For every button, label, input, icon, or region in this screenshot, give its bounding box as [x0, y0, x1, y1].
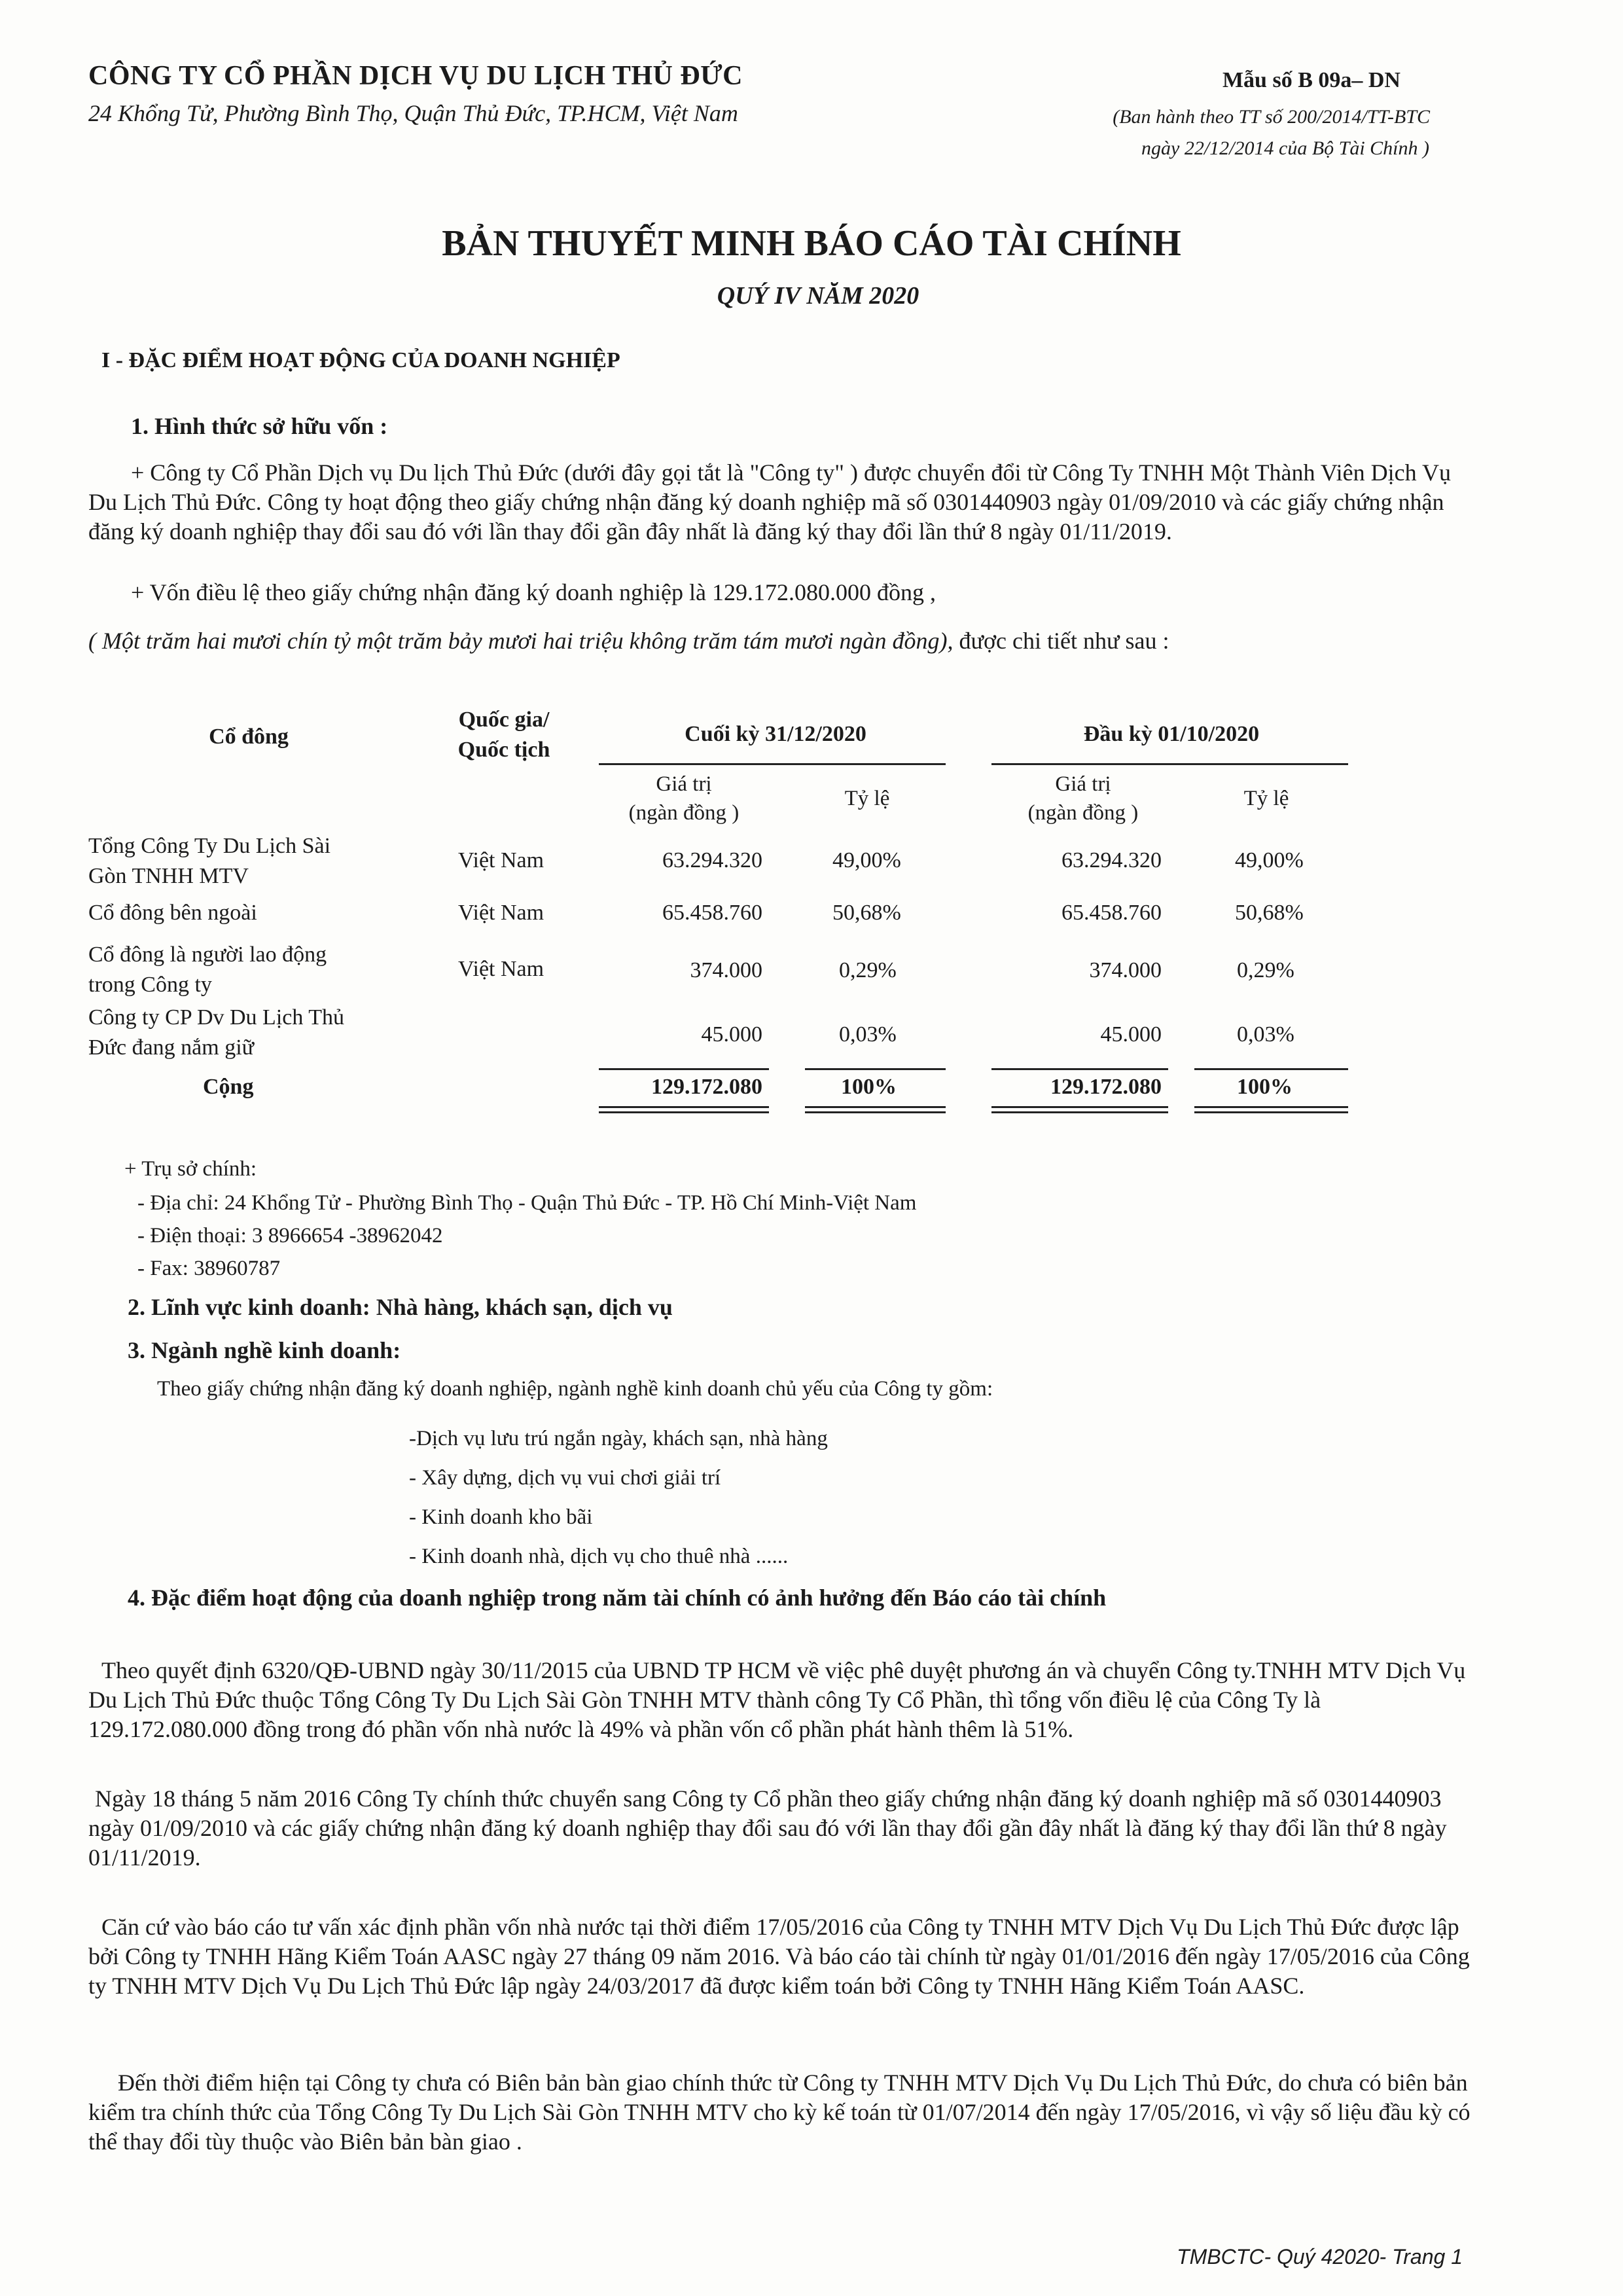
row2-begin-value: 65.458.760: [1061, 901, 1162, 925]
part-3-intro: Theo giấy chứng nhận đăng ký doanh nghiệp, ngành nghề kinh doanh chủ yếu của Công ty gồm:: [157, 1377, 993, 1401]
total-rule-begin-value: [991, 1068, 1168, 1070]
col-begin-period: Đầu kỳ 01/10/2020: [1083, 722, 1260, 746]
row1-begin-value: 63.294.320: [1061, 848, 1162, 872]
section-1-heading: I - ĐẶC ĐIỂM HOẠT ĐỘNG CỦA DOANH NGHIỆP: [101, 348, 620, 372]
document-title: BẢN THUYẾT MINH BÁO CÁO TÀI CHÍNH: [442, 223, 1181, 264]
double-rule-b1: [805, 1106, 946, 1108]
double-rule-a1: [599, 1106, 769, 1108]
total-begin-ratio: 100%: [1237, 1075, 1293, 1099]
part-4-heading: 4. Đặc điểm hoạt động của doanh nghiệp trong năm tài chính có ảnh hưởng đến Báo cáo tài chính: [128, 1585, 1107, 1611]
page-footer: TMBCTC- Quý 42020- Trang 1: [1177, 2245, 1463, 2269]
row4-end-ratio: 0,03%: [839, 1022, 897, 1047]
capital-detail-intro: được chi tiết như sau :: [953, 628, 1169, 654]
form-note-1: (Ban hành theo TT số 200/2014/TT-BTC: [1113, 106, 1430, 128]
row3-end-value: 374.000: [690, 958, 762, 982]
part-1-heading: 1. Hình thức sở hữu vốn :: [131, 413, 388, 439]
double-rule-d2: [1194, 1111, 1348, 1113]
form-number: Mẫu số B 09a– DN: [1222, 68, 1400, 92]
row4-name-line1: Công ty CP Dv Du Lịch Thủ: [88, 1005, 345, 1030]
company-address: 24 Khổng Tử, Phường Bình Thọ, Quận Thủ Đức, TP.HCM, Việt Nam: [88, 100, 738, 126]
capital-in-words: ( Một trăm hai mươi chín tỷ một trăm bảy mươi hai triệu không trăm tám mươi ngàn đồng),: [88, 628, 954, 654]
col-country-line1: Quốc gia/: [458, 708, 550, 732]
business-item-1: -Dịch vụ lưu trú ngắn ngày, khách sạn, nhà hàng: [409, 1427, 828, 1450]
row4-begin-value: 45.000: [1100, 1022, 1162, 1047]
total-rule-end-ratio: [805, 1068, 946, 1070]
part-1-paragraph-2: + Vốn điều lệ theo giấy chứng nhận đăng ký doanh nghiệp là 129.172.080.000 đồng ,: [131, 579, 936, 605]
total-label: Cộng: [203, 1075, 254, 1099]
row3-end-ratio: 0,29%: [839, 958, 897, 982]
business-item-4: - Kinh doanh nhà, dịch vụ cho thuê nhà ......: [409, 1545, 789, 1568]
row1-end-value: 63.294.320: [662, 848, 762, 872]
part-4-paragraph-3: Căn cứ vào báo cáo tư vấn xác định phần vốn nhà nước tại thời điểm 17/05/2016 của Công ty TNHH MTV Dịch Vụ Du Lịch Thủ Đức được lập bởi Công ty TNHH Hãng Kiểm Toán AASC ngày 27 tháng 09 năm 2016. Và báo cáo tài chính từ ngày 01/01/2016 đến ngày 17/05/2016 của Công ty TNHH MTV Dịch Vụ Du Lịch Thủ Đức lập ngày 24/03/2017 đã được kiểm toán bởi Công ty TNHH Hãng Kiểm Toán AASC.: [88, 1914, 1470, 1999]
row3-country: Việt Nam: [458, 957, 544, 981]
row1-begin-ratio: 49,00%: [1235, 848, 1304, 872]
col-shareholder: Cổ đông: [209, 725, 289, 749]
form-note-2: ngày 22/12/2014 của Bộ Tài Chính ): [1141, 137, 1429, 159]
hq-phone: - Điện thoại: 3 8966654 -38962042: [137, 1224, 443, 1247]
row4-begin-ratio: 0,03%: [1237, 1022, 1294, 1047]
row4-end-value: 45.000: [701, 1022, 762, 1047]
total-begin-value: 129.172.080: [1050, 1075, 1162, 1099]
total-rule-end-value: [599, 1068, 769, 1070]
double-rule-a2: [599, 1111, 769, 1113]
double-rule-b2: [805, 1111, 946, 1113]
hq-fax: - Fax: 38960787: [137, 1257, 281, 1280]
row1-end-ratio: 49,00%: [832, 848, 901, 872]
row4-name-line2: Đức đang nắm giữ: [88, 1035, 255, 1060]
sub-value-end-1: Giá trị: [656, 772, 712, 796]
header-rule-end: [599, 763, 946, 765]
total-end-value: 129.172.080: [651, 1075, 762, 1099]
business-item-2: - Xây dựng, dịch vụ vui chơi giải trí: [409, 1466, 721, 1490]
sub-value-begin-2: (ngàn đồng ): [1027, 801, 1139, 825]
total-rule-begin-ratio: [1194, 1068, 1348, 1070]
part-2-heading: 2. Lĩnh vực kinh doanh: Nhà hàng, khách sạn, dịch vụ: [128, 1294, 673, 1320]
hq-address: - Địa chỉ: 24 Khổng Tử - Phường Bình Thọ - Quận Thủ Đức - TP. Hồ Chí Minh-Việt Nam: [137, 1191, 917, 1215]
part-1-paragraph-3: [88, 627, 1169, 655]
row3-name-line1: Cổ đông là người lao động: [88, 942, 327, 967]
header-rule-begin: [991, 763, 1348, 765]
part-3-heading: 3. Ngành nghề kinh doanh:: [128, 1337, 401, 1363]
col-end-period: Cuối kỳ 31/12/2020: [685, 722, 866, 746]
row2-name-line1: Cổ đông bên ngoài: [88, 901, 257, 925]
row3-name-line2: trong Công ty: [88, 973, 212, 997]
sub-value-end-2: (ngàn đồng ): [628, 801, 740, 825]
row2-end-value: 65.458.760: [662, 901, 762, 925]
company-name: CÔNG TY CỔ PHẦN DỊCH VỤ DU LỊCH THỦ ĐỨC: [88, 61, 743, 91]
sub-value-begin-1: Giá trị: [1055, 772, 1111, 796]
row3-begin-ratio: 0,29%: [1237, 958, 1294, 982]
row3-begin-value: 374.000: [1089, 958, 1162, 982]
double-rule-c1: [991, 1106, 1168, 1108]
part-4-paragraph-4: Đến thời điểm hiện tại Công ty chưa có Biên bản bàn giao chính thức từ Công ty TNHH MTV Dịch Vụ Du Lịch Thủ Đức, do chưa có biên bản kiểm tra chính thức của Tổng Công Ty Du Lịch Sài Gòn TNHH MTV cho kỳ kế toán từ 01/07/2014 đến ngày 17/05/2016, vì vậy số liệu đầu kỳ có thể thay đổi tùy thuộc vào Biên bản bàn giao .: [88, 2070, 1471, 2155]
hq-label: + Trụ sở chính:: [124, 1157, 257, 1181]
total-end-ratio: 100%: [841, 1075, 897, 1099]
business-item-3: - Kinh doanh kho bãi: [409, 1505, 593, 1529]
part-1-paragraph-1: + Công ty Cổ Phần Dịch vụ Du lịch Thủ Đức (dưới đây gọi tắt là "Công ty" ) được chuyển đổi từ Công Ty TNHH Một Thành Viên Dịch Vụ Du Lịch Thủ Đức. Công ty hoạt động theo giấy chứng nhận đăng ký doanh nghiệp mã số 0301440903 ngày 01/09/2010 và các giấy chứng nhận đăng ký doanh nghiệp thay đổi sau đó với lần thay đổi gần đây nhất là đăng ký thay đổi lần thứ 8 ngày 01/11/2019.: [88, 459, 1451, 545]
double-rule-c2: [991, 1111, 1168, 1113]
row1-name-line1: Tổng Công Ty Du Lịch Sài: [88, 834, 331, 858]
row2-begin-ratio: 50,68%: [1235, 901, 1304, 925]
row2-end-ratio: 50,68%: [832, 901, 901, 925]
sub-ratio-begin: Tỷ lệ: [1243, 787, 1289, 810]
col-country-line2: Quốc tịch: [457, 738, 550, 762]
part-4-paragraph-2: Ngày 18 tháng 5 năm 2016 Công Ty chính thức chuyển sang Công ty Cổ phần theo giấy chứng nhận đăng ký doanh nghiệp mã số 0301440903 ngày 01/09/2010 và các giấy chứng nhận đăng ký doanh nghiệp thay đổi sau đó với lần thay đổi gần đây nhất là đăng ký thay đổi lần thứ 8 ngày 01/11/2019.: [88, 1785, 1447, 1871]
double-rule-d1: [1194, 1106, 1348, 1108]
row2-country: Việt Nam: [458, 901, 544, 925]
row1-country: Việt Nam: [458, 848, 544, 872]
part-4-paragraph-1: Theo quyết định 6320/QĐ-UBND ngày 30/11/2015 của UBND TP HCM về việc phê duyệt phương án và chuyển Công ty.TNHH MTV Dịch Vụ Du Lịch Thủ Đức thuộc Tổng Công Ty Du Lịch Sài Gòn TNHH MTV thành công Ty Cổ Phần, thì tổng vốn điều lệ của Công Ty là 129.172.080.000 đồng trong đó phần vốn nhà nước là 49% và phần vốn cổ phần phát hành thêm là 51%.: [88, 1657, 1466, 1742]
row1-name-line2: Gòn TNHH MTV: [88, 864, 249, 888]
document-subtitle: QUÝ IV NĂM 2020: [717, 282, 919, 310]
sub-ratio-end: Tỷ lệ: [844, 787, 890, 810]
